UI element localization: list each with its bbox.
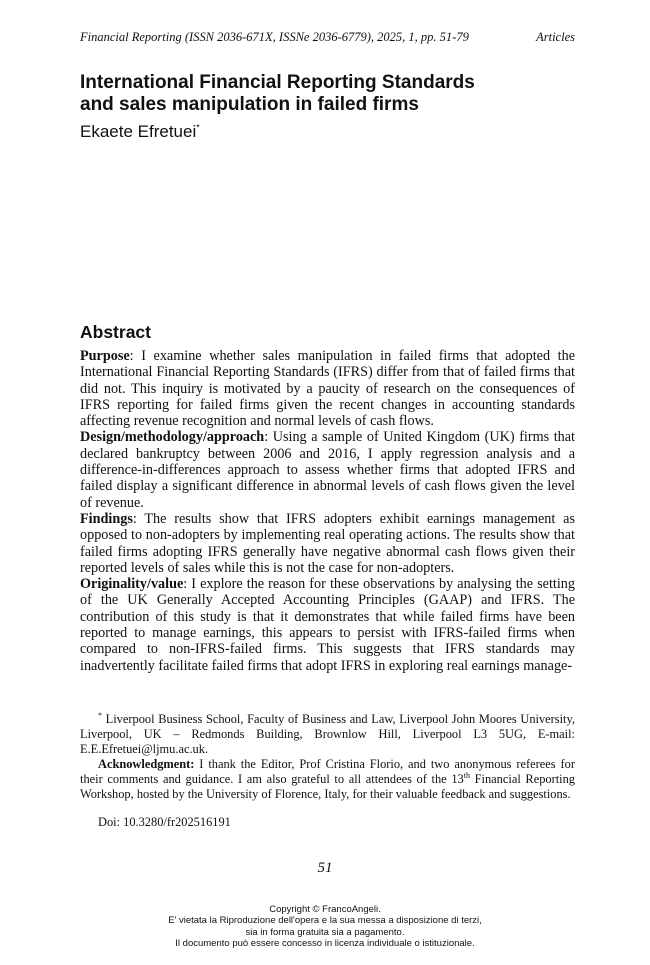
abstract-findings — [80, 511, 575, 576]
findings-label: Findings — [80, 510, 133, 527]
page-number: 51 — [317, 860, 333, 876]
abstract-body — [80, 348, 575, 674]
title-line-1: International Financial Reporting Standards — [80, 72, 475, 93]
acknowledgment-text-1: I thank the Editor, Prof Cristina Florio, and two anonymous referees for their comments and guidance. I am also grateful to all attendees of the 13 — [80, 757, 575, 786]
design-label: Design/methodology/approach — [80, 429, 265, 446]
purpose-label: Purpose — [80, 348, 130, 364]
footnotes — [80, 712, 575, 830]
doi: Doi: 10.3280/fr202516191 — [98, 815, 231, 829]
acknowledgment-label: Acknowledgment: — [98, 757, 195, 771]
purpose-text: : I examine whether sales manipulation in failed firms that adopted the International Financial Reporting Standards (IFRS) differ from that of failed firms that did not. This inquiry is motivated by a paucity of research on the consequences of IFRS reporting for failed firms given the recent changes in accounting standards affecting revenue recognition and normal levels of cash flows. — [80, 348, 575, 430]
acknowledgment-text-2: Financial Reporting Workshop, hosted by the University of Florence, Italy, for their valuable feedback and suggestions. — [80, 772, 575, 801]
author-footnote-mark: * — [196, 122, 200, 133]
originality-text: : I explore the reason for these observations by analysing the setting of the UK Generally Accepted Accounting Principles (GAAP) and IFRS. The contribution of this study is that it demonstrates that while failed firms have been reported to manage earnings, this appears to persist with IFRS-failed firms when compared to non-IFRS-failed firms. This suggests that IFRS standards may inadvertently facilitate failed firms that adopt IFRS in exploring real earnings manage- — [80, 576, 575, 674]
originality-label: Originality/value — [80, 576, 184, 593]
abstract-purpose — [80, 348, 575, 429]
copyright-line-2: E' vietata la Riproduzione dell'opera e la sua messa a disposizione di terzi, — [168, 915, 482, 927]
abstract-design — [80, 429, 575, 510]
author-text: Ekaete Efretuei — [80, 122, 197, 141]
acknowledgment-footnote — [80, 757, 575, 802]
copyright-line-4: Il documento può essere concesso in licenza individuale o istituzionale. — [175, 938, 475, 950]
copyright-line-1: Copyright © FrancoAngeli. — [269, 904, 381, 915]
findings-text: : The results show that IFRS adopters exhibit earnings management as opposed to non-adopters by implementing real operating actions. The results show that failed firms adopting IFRS generally have negative abnormal cash flows given their reported levels of sales while this is not the case for non-adopters. — [80, 510, 575, 576]
ordinal-superscript: th — [463, 770, 470, 780]
abstract-heading: Abstract — [80, 322, 151, 342]
section-label: Articles — [536, 30, 575, 44]
affiliation-text: Liverpool Business School, Faculty of Business and Law, Liverpool John Moores University, Liverpool, UK – Redmonds Building, Brownlow Hill, Liverpool L3 5UG, E-mail: E.E.Efretuei@ljmu.ac.uk. — [80, 712, 575, 756]
journal-citation: Financial Reporting (ISSN 2036-671X, ISSNe 2036-6779), 2025, 1, pp. 51-79 — [80, 30, 469, 44]
affiliation-footnote — [80, 712, 575, 757]
copyright-line-3: sia in forma gratuita sia a pagamento. — [245, 926, 405, 938]
affiliation-mark: * — [98, 710, 102, 720]
abstract-originality — [80, 576, 575, 674]
author-name — [80, 122, 200, 142]
article-title — [80, 72, 580, 116]
design-text: : Using a sample of United Kingdom (UK) firms that declared bankruptcy between 2006 and 2016, I apply regression analysis and a difference-in-differences approach to assess whether firms that adopted IFRS and failed display a significant difference in abnormal levels of cash flows given the level of revenue. — [80, 429, 575, 511]
copyright-notice — [0, 904, 650, 950]
title-line-2: and sales manipulation in failed firms — [80, 94, 419, 115]
